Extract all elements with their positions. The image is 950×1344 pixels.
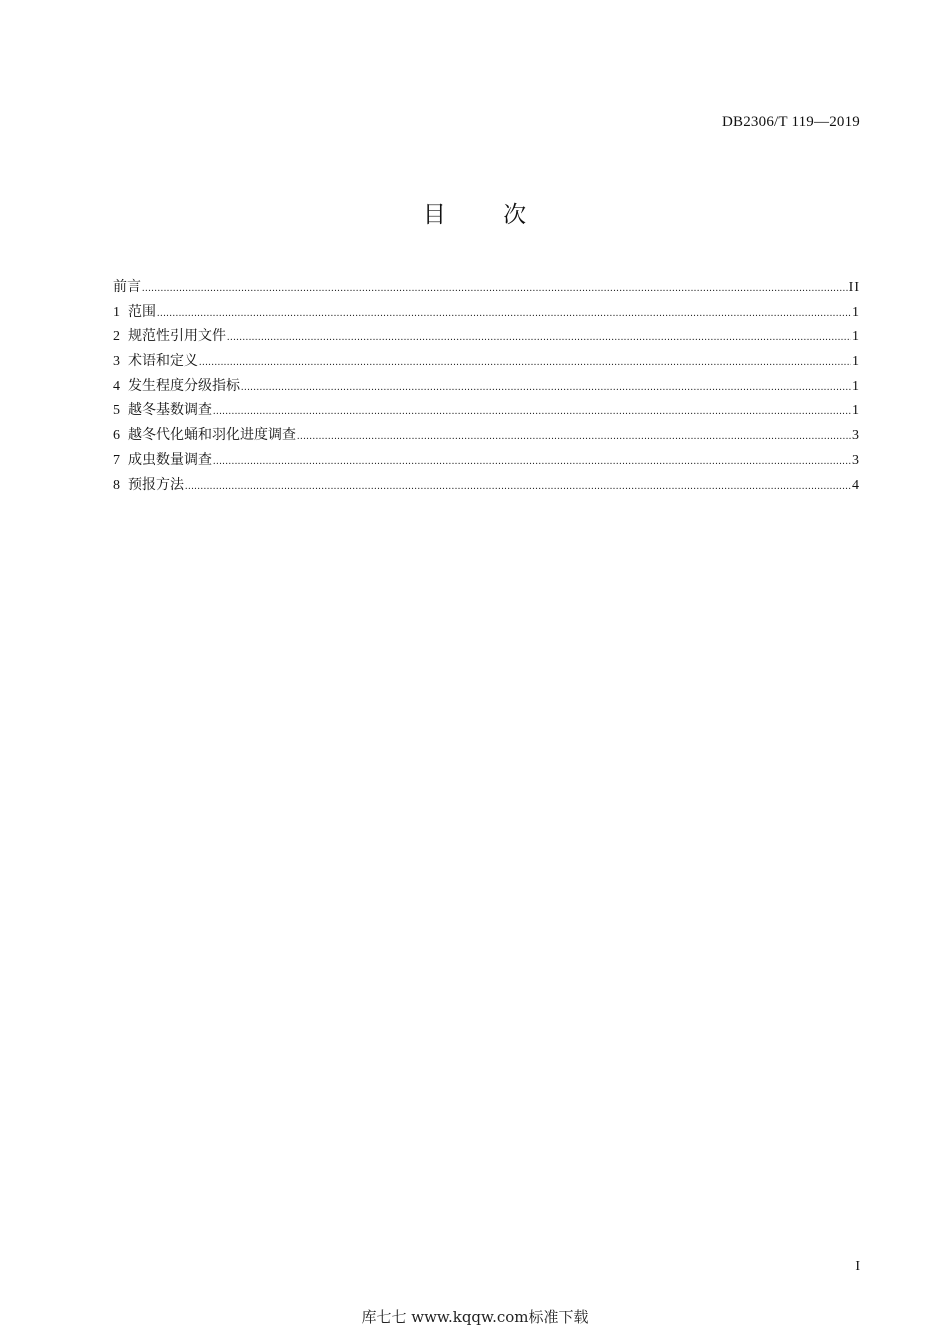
toc-entry-page: 3 — [852, 428, 860, 444]
toc-dot-leader — [227, 329, 851, 347]
toc-entry-label: 预报方法 — [128, 476, 184, 493]
toc-entry-page: 3 — [852, 452, 860, 468]
toc-entry-number: 3 — [113, 354, 120, 370]
toc-entry-number: 8 — [113, 477, 120, 493]
toc-dot-leader — [213, 453, 851, 471]
toc-entry-page: 1 — [852, 354, 860, 370]
toc-dot-leader — [185, 478, 851, 496]
toc-entry-page: 1 — [852, 378, 860, 394]
toc-dot-leader — [213, 403, 851, 421]
toc-entry-severity-grading[interactable] — [113, 377, 860, 402]
toc-entry-number: 5 — [113, 403, 120, 419]
toc-entry-page: 1 — [852, 403, 860, 419]
toc-entry-number: 4 — [113, 378, 120, 394]
toc-entry-label: 越冬代化蛹和羽化进度调查 — [128, 427, 296, 444]
toc-entry-number: 1 — [113, 304, 120, 320]
document-code: DB2306/T 119—2019 — [722, 114, 860, 130]
toc-title: 目 次 — [422, 202, 528, 228]
toc-entry-adult-count-survey[interactable] — [113, 451, 860, 476]
toc-entry-label: 发生程度分级指标 — [128, 377, 240, 394]
toc-entry-number: 6 — [113, 428, 120, 444]
toc-entry-normative-references[interactable] — [113, 327, 860, 352]
toc-dot-leader — [142, 280, 848, 298]
toc-dot-leader — [241, 379, 851, 397]
toc-entry-label: 成虫数量调查 — [128, 451, 212, 468]
page-number: I — [855, 1259, 860, 1274]
toc-dot-leader — [199, 354, 851, 372]
toc-entry-number: 2 — [113, 329, 120, 345]
toc-entry-label: 前言 — [113, 279, 141, 295]
table-of-contents — [113, 278, 860, 500]
toc-dot-leader — [297, 428, 851, 446]
toc-entry-overwintering-survey[interactable] — [113, 401, 860, 426]
toc-entry-number: 7 — [113, 452, 120, 468]
toc-entry-label: 范围 — [128, 303, 156, 320]
download-watermark: 库七七 www.kqqw.com标准下载 — [361, 1308, 589, 1326]
toc-entry-page: 4 — [852, 477, 860, 493]
toc-entry-forecast-method[interactable] — [113, 476, 860, 501]
toc-entry-page: II — [848, 280, 860, 295]
toc-entry-pupation-eclosion-survey[interactable] — [113, 426, 860, 451]
toc-entry-page: 1 — [852, 304, 860, 320]
toc-entry-terms-definitions[interactable] — [113, 352, 860, 377]
toc-entry-label: 术语和定义 — [128, 353, 198, 370]
toc-entry-foreword[interactable] — [113, 278, 860, 303]
toc-entry-page: 1 — [852, 329, 860, 345]
toc-dot-leader — [157, 305, 851, 323]
toc-entry-label: 越冬基数调查 — [128, 402, 212, 419]
toc-entry-label: 规范性引用文件 — [128, 328, 226, 345]
toc-entry-scope[interactable] — [113, 303, 860, 328]
